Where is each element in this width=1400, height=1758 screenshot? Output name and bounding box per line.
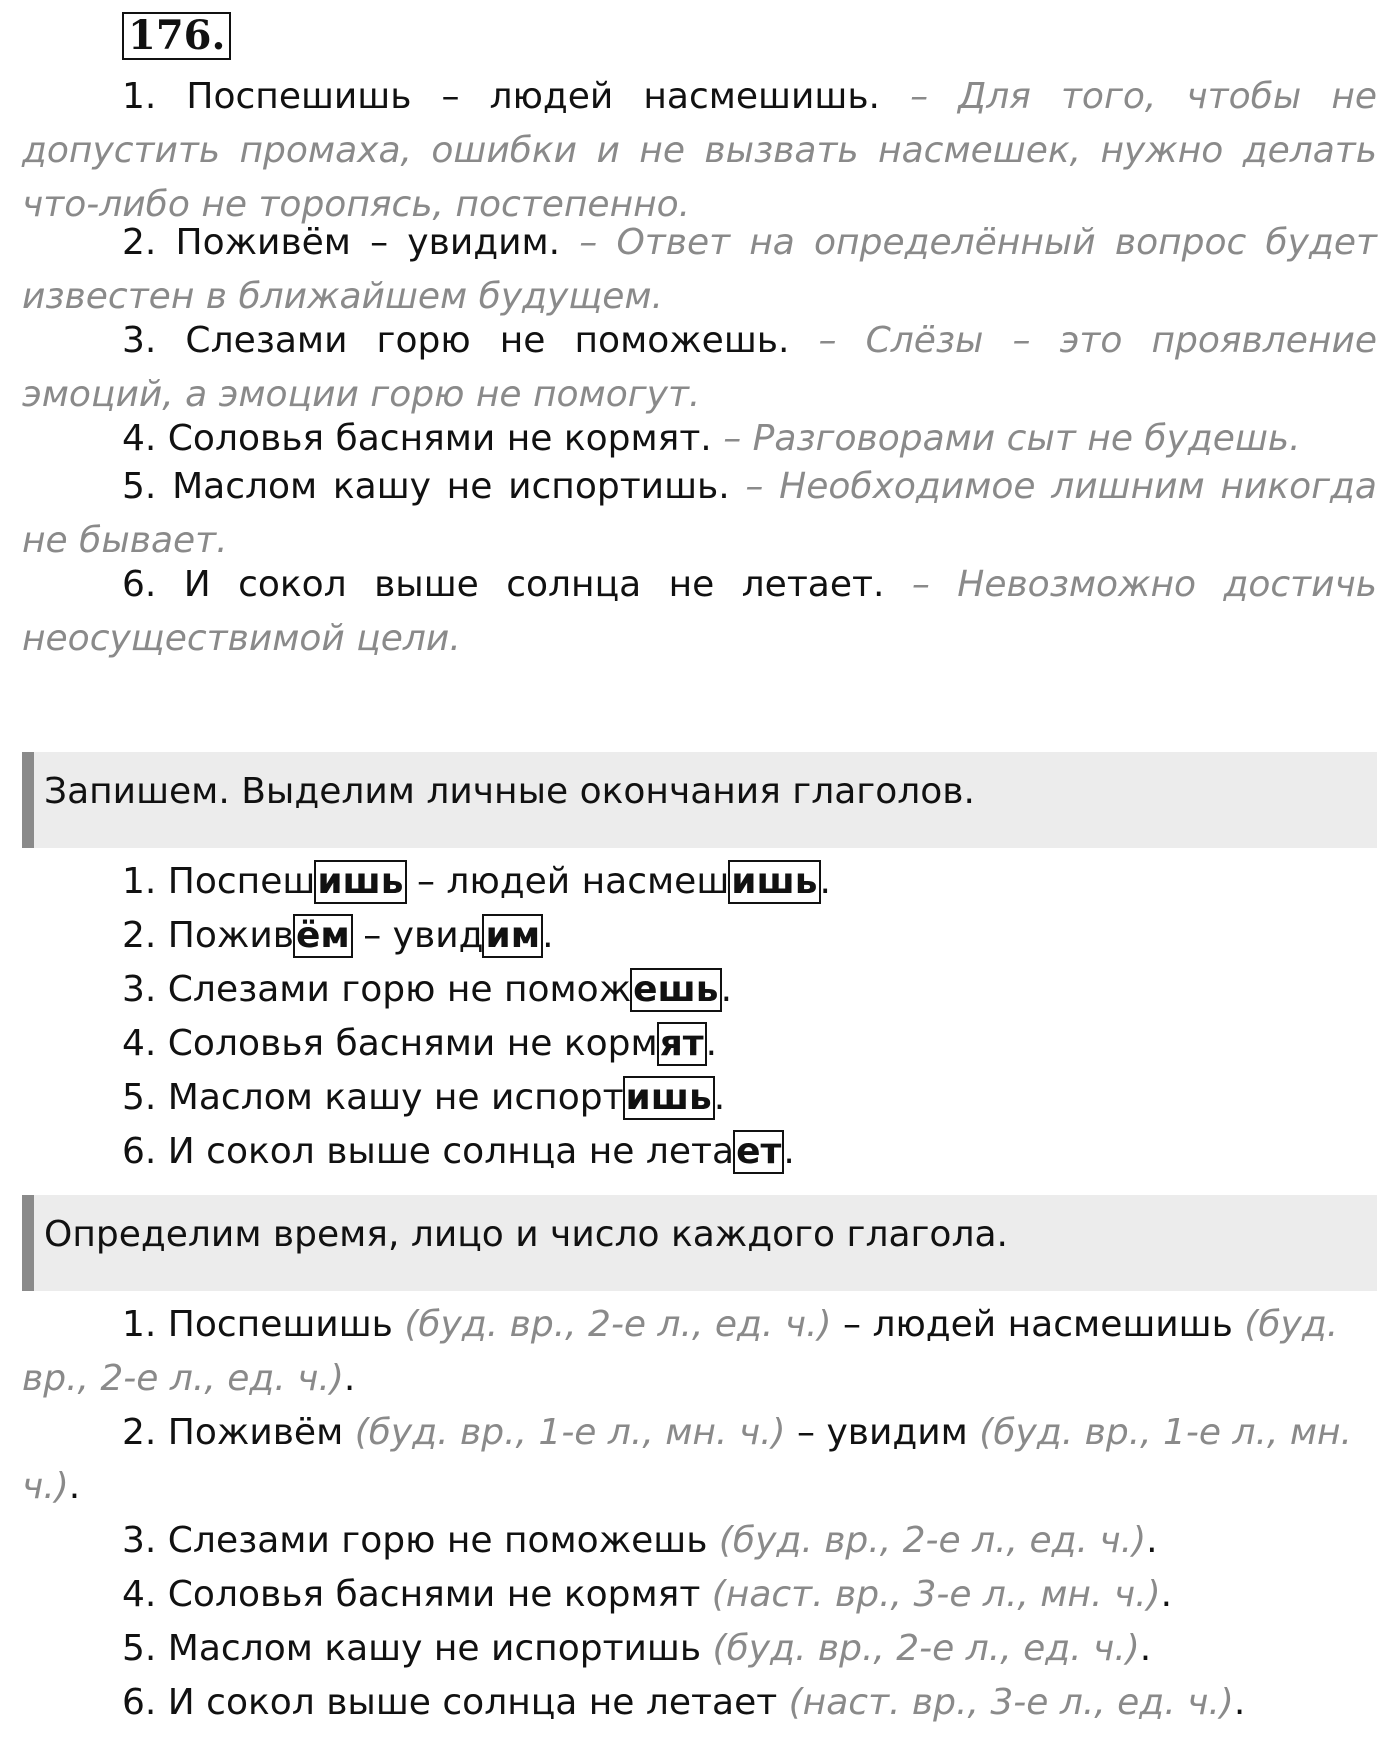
proverb-text: 4. Соловья баснями не кормят. xyxy=(122,418,712,459)
grammar-note: (буд. вр., 2-е л., ед. ч.) xyxy=(22,1304,1339,1399)
grammar-note: (наст. вр., 3-е л., мн. ч.) xyxy=(711,1574,1161,1615)
grammar-note: (буд. вр., 1-е л., мн. ч.) xyxy=(354,1412,786,1453)
proverb-text: 6. И сокол выше солнца не летает. xyxy=(122,564,885,605)
line-text: . xyxy=(819,861,831,902)
line-text: . xyxy=(713,1077,726,1118)
grammar-item-6 xyxy=(22,1676,1377,1730)
verb-text: 5. Маслом кашу не испортишь xyxy=(122,1628,713,1669)
line-text: – людей насмеш xyxy=(405,861,730,902)
line-text: – увид xyxy=(351,915,484,956)
proverb-text: 2. Поживём – увидим. xyxy=(122,222,561,263)
proverb-item-5 xyxy=(22,460,1377,568)
grammar-item-2 xyxy=(22,1406,1377,1514)
proverb-meaning: – Невозможно достичь неосуществимой цели. xyxy=(22,564,1378,659)
line-text: 6. И сокол выше солнца не лета xyxy=(122,1131,735,1172)
endings-line-2 xyxy=(122,909,554,963)
verb-text: . xyxy=(1233,1682,1246,1723)
section-banner-grammar: Определим время, лицо и число каждого глагола. xyxy=(22,1195,1377,1291)
proverb-meaning: – Для того, чтобы не допустить промаха, ошибки и не вызвать насмешек, нужно делать что-либо не торопясь, постепенно. xyxy=(22,76,1377,225)
ending-box: ём xyxy=(293,914,353,958)
grammar-note: (буд. вр., 2-е л., ед. ч.) xyxy=(404,1304,832,1345)
line-text: . xyxy=(783,1131,795,1172)
exercise-number: 176. xyxy=(122,12,231,60)
grammar-note: (буд. вр., 1-е л., мн. ч.) xyxy=(22,1412,1352,1507)
verb-text: 6. И сокол выше солнца не летает xyxy=(122,1682,789,1723)
line-text: 1. Поспеш xyxy=(122,861,316,902)
proverb-meaning: – Разговорами сыт не будешь. xyxy=(723,418,1301,459)
verb-text: . xyxy=(1146,1520,1158,1561)
endings-line-4 xyxy=(122,1017,717,1071)
line-text: 3. Слезами горю не помож xyxy=(122,969,632,1010)
proverb-item-1 xyxy=(22,70,1377,232)
verb-text: 4. Соловья баснями не кормят xyxy=(122,1574,712,1615)
verb-text: . xyxy=(343,1358,356,1399)
verb-text: – людей насмешишь xyxy=(831,1304,1245,1345)
line-text: . xyxy=(705,1023,718,1064)
line-text: 2. Пожив xyxy=(122,915,294,956)
verb-text: – увидим xyxy=(785,1412,980,1453)
endings-line-6 xyxy=(122,1125,795,1179)
grammar-item-4 xyxy=(22,1568,1377,1622)
grammar-note: (наст. вр., 3-е л., ед. ч.) xyxy=(788,1682,1234,1723)
ending-box: ет xyxy=(733,1130,784,1174)
verb-text: . xyxy=(1139,1628,1152,1669)
ending-box: ишь xyxy=(623,1076,715,1120)
verb-text: 2. Поживём xyxy=(122,1412,355,1453)
proverb-item-2 xyxy=(22,216,1377,324)
endings-line-3 xyxy=(122,963,732,1017)
proverb-text: 1. Поспешишь – людей насмешишь. xyxy=(122,76,880,117)
verb-text: 3. Слезами горю не поможешь xyxy=(122,1520,719,1561)
ending-box: ешь xyxy=(630,968,721,1012)
ending-box: ишь xyxy=(728,860,820,904)
proverb-text: 5. Маслом кашу не испортишь. xyxy=(122,466,730,507)
proverb-item-4 xyxy=(22,412,1377,466)
proverb-meaning: – Слёзы – это проявление эмоций, а эмоции горю не помогут. xyxy=(22,320,1377,415)
section-banner-endings: Запишем. Выделим личные окончания глаголов. xyxy=(22,752,1377,848)
grammar-note: (буд. вр., 2-е л., ед. ч.) xyxy=(718,1520,1147,1561)
line-text: 5. Маслом кашу не испорт xyxy=(122,1077,624,1118)
proverb-meaning: – Необходимое лишним никогда не бывает. xyxy=(22,466,1377,561)
verb-text: . xyxy=(68,1466,81,1507)
ending-box: им xyxy=(482,914,543,958)
grammar-item-5 xyxy=(22,1622,1377,1676)
verb-text: 1. Поспешишь xyxy=(122,1304,405,1345)
line-text: 4. Соловья баснями не корм xyxy=(122,1023,658,1064)
ending-box: ишь xyxy=(314,860,406,904)
grammar-item-1 xyxy=(22,1298,1377,1406)
proverb-text: 3. Слезами горю не поможешь. xyxy=(122,320,790,361)
endings-line-5 xyxy=(122,1071,725,1125)
endings-line-1 xyxy=(122,855,831,909)
ending-box: ят xyxy=(657,1022,707,1066)
proverb-meaning: – Ответ на определённый вопрос будет известен в ближайшем будущем. xyxy=(22,222,1377,317)
grammar-note: (буд. вр., 2-е л., ед. ч.) xyxy=(712,1628,1140,1669)
proverb-item-6 xyxy=(22,558,1377,666)
line-text: . xyxy=(542,915,554,956)
grammar-item-3 xyxy=(22,1514,1377,1568)
verb-text: . xyxy=(1160,1574,1173,1615)
proverb-item-3 xyxy=(22,314,1377,422)
line-text: . xyxy=(720,969,733,1010)
